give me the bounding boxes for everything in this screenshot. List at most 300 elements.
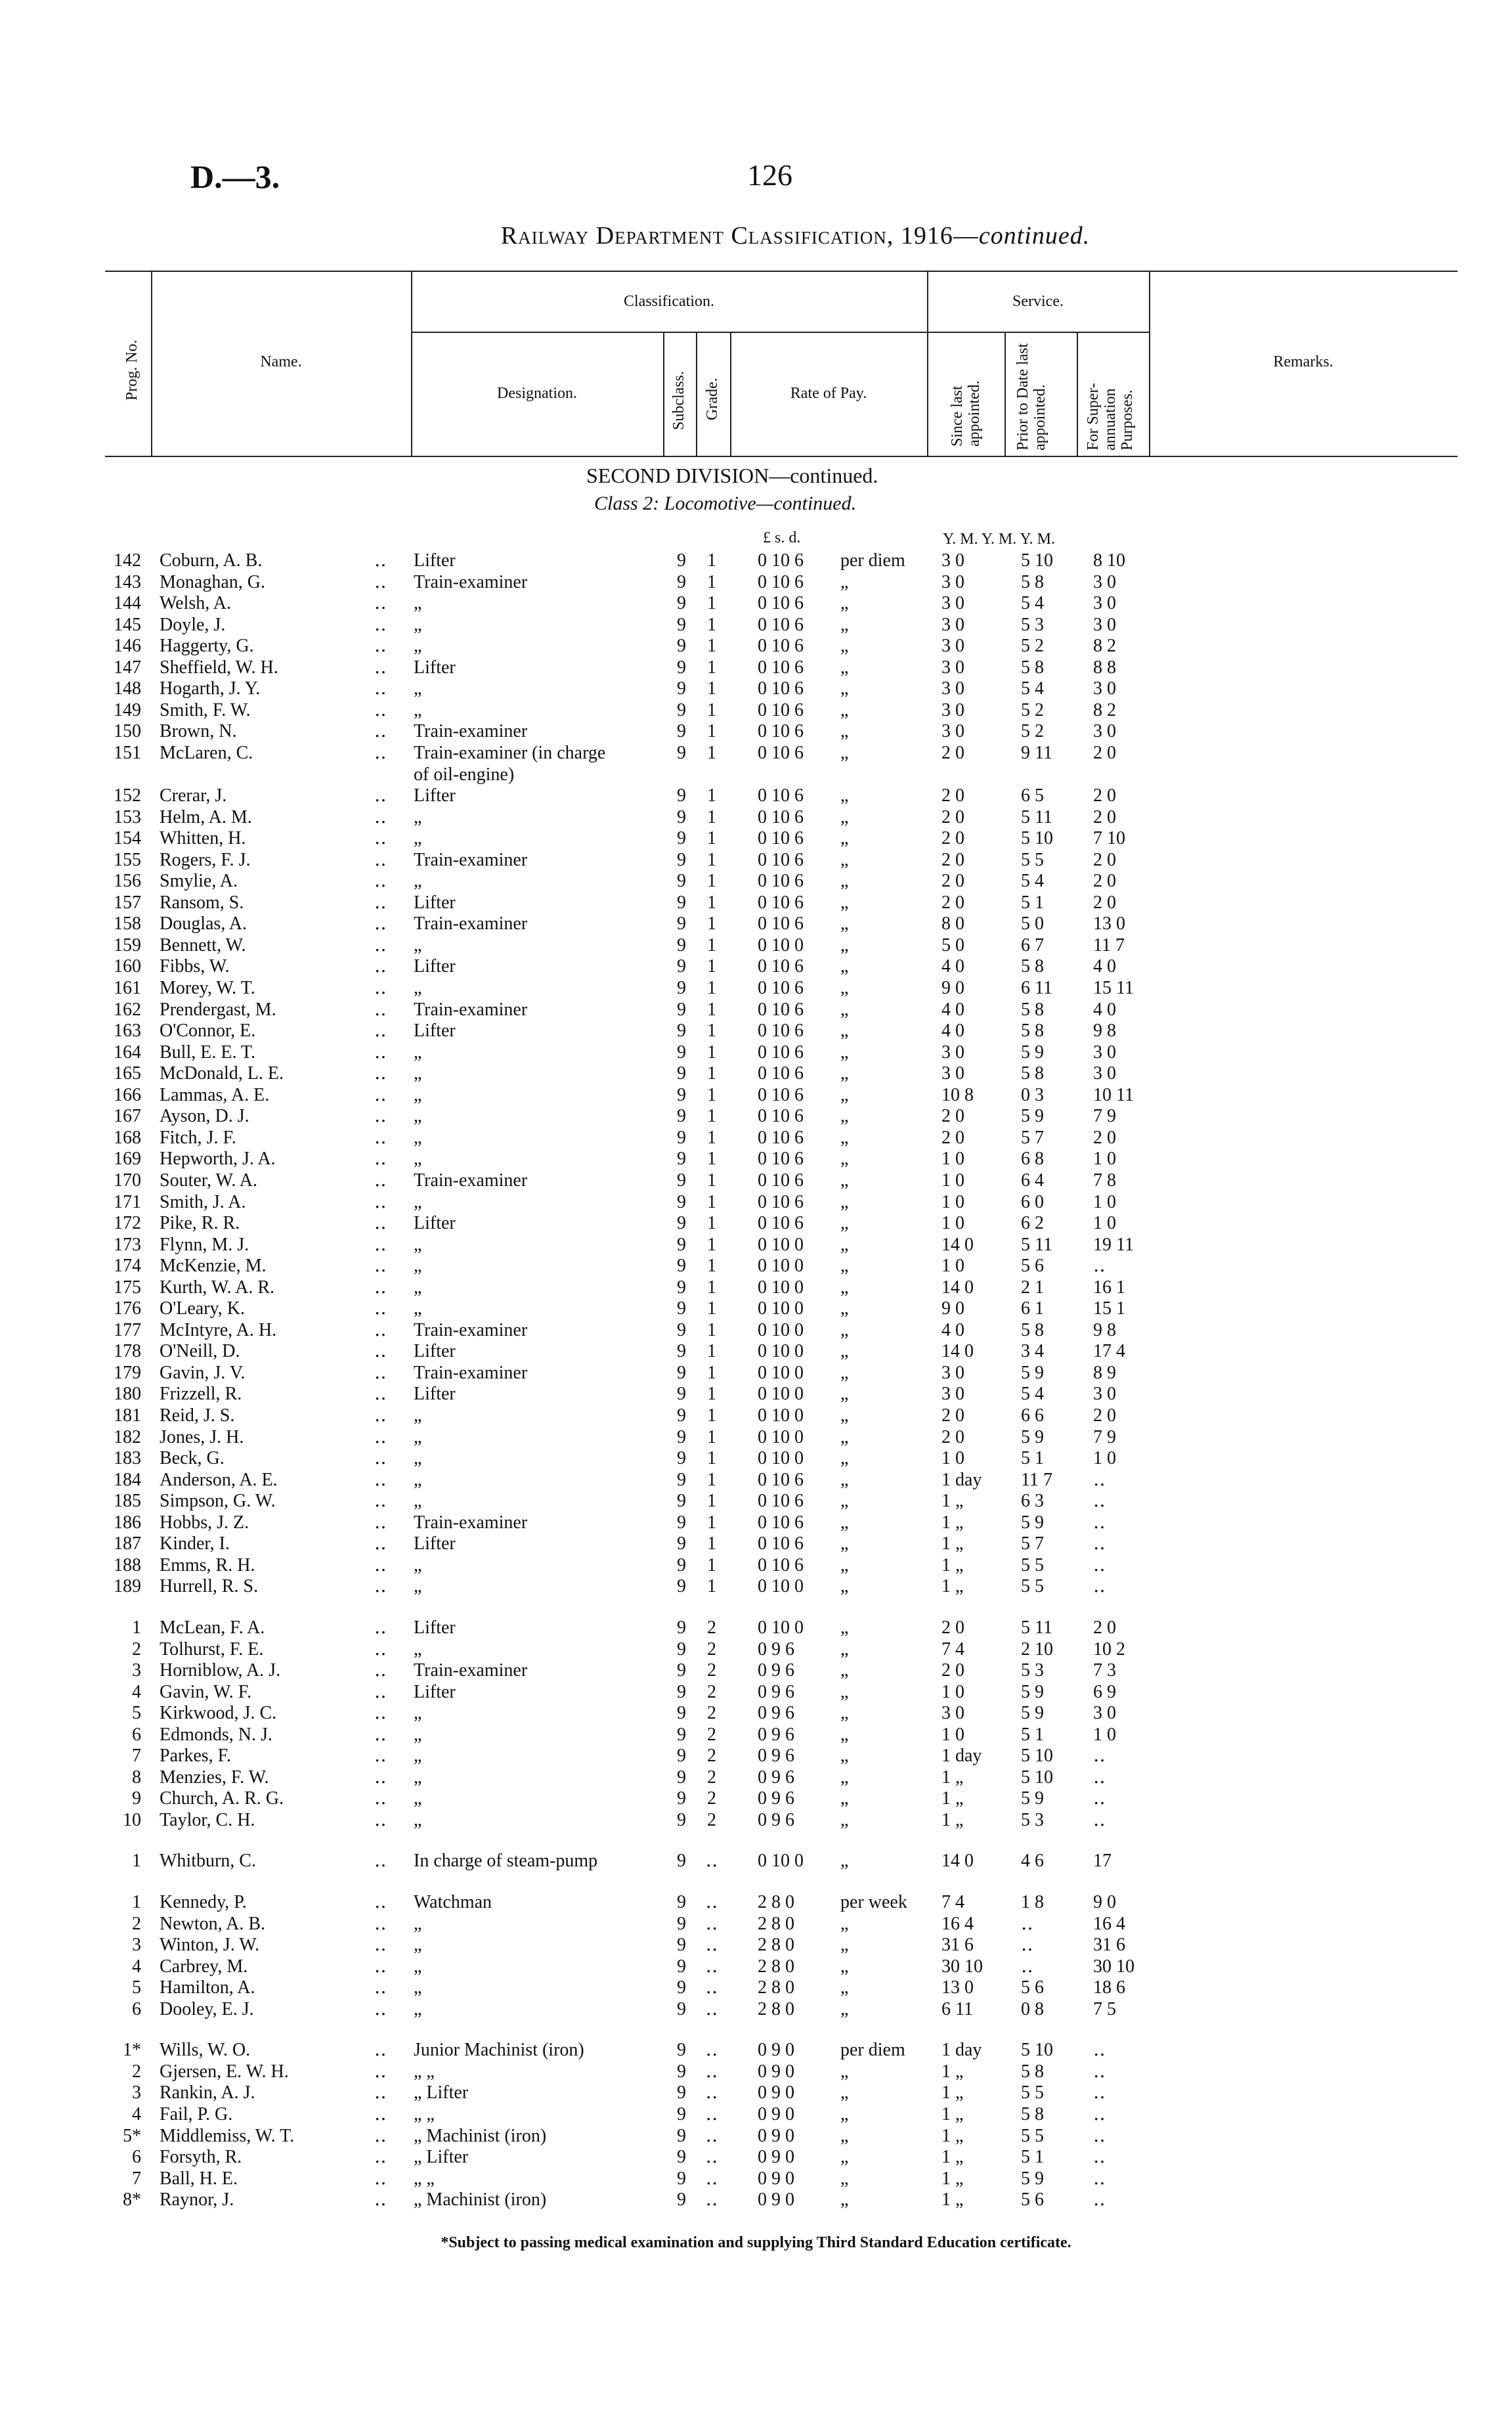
pay-cell: 0 10 6: [758, 636, 804, 657]
since-last-cell: 4 0: [941, 956, 964, 977]
pay-cell: 0 9 6: [758, 1724, 794, 1745]
prior-cell: 5 5: [1021, 2125, 1044, 2146]
leader-dots: ‥: [374, 1106, 387, 1127]
name-cell: Reid, J. S.: [160, 1405, 235, 1426]
since-last-cell: 1 „: [941, 1512, 964, 1533]
pay-cell: 0 10 6: [758, 721, 804, 742]
leader-dots: ‥: [374, 550, 387, 571]
table-row: [0, 871, 1512, 892]
pay-cell: 0 10 6: [758, 1127, 804, 1148]
prior-cell: 5 9: [1021, 1042, 1044, 1063]
designation-cell: Lifter: [414, 1617, 456, 1638]
prog-no-cell: 5: [132, 1977, 141, 1998]
prior-cell: 4 6: [1021, 1851, 1044, 1872]
since-last-cell: 2 0: [941, 892, 964, 913]
prog-no-cell: 170: [114, 1170, 141, 1191]
prog-no-cell: 162: [114, 999, 141, 1020]
table-row: [0, 850, 1512, 871]
prog-no-cell: 8*: [123, 2189, 141, 2211]
prior-cell: 5 10: [1021, 550, 1053, 571]
grade-cell: 1: [707, 742, 716, 763]
leader-dots: ‥: [374, 1042, 387, 1063]
name-cell: Emms, R. H.: [160, 1554, 255, 1575]
since-last-cell: 7 4: [941, 1639, 964, 1660]
pay-period-cell: „: [840, 1191, 849, 1212]
table-row: [0, 1363, 1512, 1384]
since-last-cell: 8 0: [941, 913, 964, 935]
name-cell: Carbrey, M.: [160, 1956, 248, 1977]
pay-cell: 0 10 6: [758, 593, 804, 614]
since-last-cell: 2 0: [941, 1127, 964, 1148]
grade-cell: 2: [707, 1681, 716, 1702]
prog-no-cell: 182: [114, 1426, 141, 1447]
pay-period-cell: „: [840, 2082, 849, 2103]
prior-cell: 5 4: [1021, 871, 1044, 892]
name-cell: Pike, R. R.: [160, 1213, 240, 1234]
name-cell: McLean, F. A.: [160, 1617, 265, 1638]
leader-dots: ‥: [374, 1384, 387, 1405]
since-last-cell: 2 0: [941, 806, 964, 827]
designation-cell: Train-examiner: [414, 849, 528, 870]
designation-cell: Lifter: [414, 1384, 456, 1405]
pay-cell: 0 10 6: [758, 1063, 804, 1084]
pay-period-cell: „: [840, 1956, 849, 1977]
pay-cell: 0 9 6: [758, 1681, 794, 1702]
superannuation-cell: 15 11: [1093, 978, 1134, 998]
table-row: [0, 1576, 1512, 1597]
superannuation-cell: ‥: [1093, 1746, 1106, 1767]
prior-cell: 6 11: [1021, 978, 1052, 998]
leader-dots: ‥: [374, 1617, 387, 1638]
leader-dots: ‥: [374, 1298, 387, 1319]
pay-cell: 2 8 0: [758, 1935, 794, 1956]
header-subclass: Subclass.: [670, 371, 687, 430]
name-cell: Flynn, M. J.: [160, 1234, 249, 1255]
leader-dots: ‥: [374, 1277, 387, 1298]
name-cell: Hepworth, J. A.: [160, 1149, 276, 1170]
name-cell: Ball, H. E.: [160, 2168, 238, 2189]
pay-cell: 2 8 0: [758, 1977, 794, 1998]
pay-period-cell: „: [840, 678, 849, 699]
table-row: [0, 1298, 1512, 1319]
table-row: [0, 1682, 1512, 1703]
prior-cell: 6 2: [1021, 1213, 1044, 1234]
prog-no-cell: 150: [114, 721, 141, 742]
since-last-cell: 1 „: [941, 2168, 964, 2189]
designation-cell: of oil-engine): [414, 764, 515, 785]
prior-cell: 5 8: [1021, 2103, 1044, 2124]
since-last-cell: 3 0: [941, 550, 964, 571]
grade-cell: 2: [707, 1767, 716, 1788]
designation-cell: „: [414, 1448, 422, 1469]
grade-cell: 1: [707, 913, 716, 935]
prog-no-cell: 1: [132, 1617, 141, 1638]
table-row: [0, 1427, 1512, 1448]
designation-cell: „: [414, 1576, 422, 1597]
prior-cell: 5 0: [1021, 913, 1044, 935]
subclass-cell: 9: [677, 1788, 686, 1809]
since-last-cell: 1 „: [941, 2189, 964, 2211]
prog-no-cell: 1: [132, 1892, 141, 1912]
table-row: [0, 956, 1512, 977]
pay-period-cell: „: [840, 1127, 849, 1148]
pay-period-cell: „: [840, 892, 849, 913]
subclass-cell: 9: [677, 1809, 686, 1830]
grade-cell: 1: [707, 1341, 716, 1362]
table-row: [0, 678, 1512, 699]
subclass-cell: 9: [677, 871, 686, 892]
pay-cell: 0 10 6: [758, 913, 804, 935]
designation-cell: Train-examiner: [414, 1512, 528, 1533]
designation-cell: Train-examiner: [414, 1362, 528, 1383]
pay-period-cell: „: [840, 1639, 849, 1660]
table-row: [0, 550, 1512, 571]
pay-cell: 0 10 6: [758, 550, 804, 571]
prog-no-cell: 156: [114, 871, 141, 892]
pay-cell: 0 10 6: [758, 1554, 804, 1575]
pay-cell: 0 10 0: [758, 1576, 804, 1597]
subclass-cell: 9: [677, 571, 686, 592]
designation-cell: „: [414, 1746, 422, 1767]
designation-cell: „: [414, 1042, 422, 1063]
superannuation-cell: ‥: [1093, 2189, 1106, 2211]
designation-cell: „: [414, 1256, 422, 1277]
leader-dots: ‥: [374, 892, 387, 913]
since-last-cell: 3 0: [941, 636, 964, 657]
prog-no-cell: 171: [114, 1191, 141, 1212]
pay-cell: 0 10 6: [758, 978, 804, 998]
superannuation-cell: 8 2: [1093, 636, 1116, 657]
grade-cell: 1: [707, 1319, 716, 1340]
superannuation-cell: ‥: [1093, 2040, 1106, 2061]
table-row: [0, 1703, 1512, 1724]
document-code: D.—3.: [190, 158, 280, 195]
designation-cell: „: [414, 1405, 422, 1426]
name-cell: Hogarth, J. Y.: [160, 678, 261, 699]
superannuation-cell: 15 1: [1093, 1298, 1125, 1319]
subclass-cell: 9: [677, 2189, 686, 2211]
prog-no-cell: 181: [114, 1405, 141, 1426]
header-service: Service.: [1012, 293, 1064, 310]
designation-cell: „: [414, 1191, 422, 1212]
name-cell: Gavin, J. V.: [160, 1362, 246, 1383]
pay-period-cell: „: [840, 1384, 849, 1405]
prog-no-cell: 189: [114, 1576, 141, 1597]
pay-period-cell: „: [840, 1341, 849, 1362]
since-last-cell: 1 0: [941, 1170, 964, 1191]
leader-dots: ‥: [374, 2061, 387, 2082]
designation-cell: „: [414, 1426, 422, 1447]
pay-cell: 0 10 6: [758, 1469, 804, 1490]
grade-cell: ‥: [705, 1998, 718, 2019]
designation-cell: „: [414, 935, 422, 956]
name-cell: Horniblow, A. J.: [160, 1660, 281, 1681]
pay-period-cell: „: [840, 1554, 849, 1575]
prior-cell: 0 8: [1021, 1998, 1044, 2019]
subclass-cell: 9: [677, 1277, 686, 1298]
designation-cell: „: [414, 1767, 422, 1788]
prog-no-cell: 152: [114, 785, 141, 806]
superannuation-cell: ‥: [1093, 1256, 1106, 1277]
prog-no-cell: 6: [132, 1724, 141, 1745]
superannuation-cell: ‥: [1093, 1512, 1106, 1533]
pay-period-cell: „: [840, 1809, 849, 1830]
table-row: [0, 785, 1512, 806]
superannuation-cell: 2 0: [1093, 1127, 1116, 1148]
designation-cell: „: [414, 636, 422, 657]
designation-cell: Lifter: [414, 892, 456, 913]
grade-cell: ‥: [705, 1977, 718, 1998]
table-row: [0, 1000, 1512, 1021]
leader-dots: ‥: [374, 1170, 387, 1191]
superannuation-cell: 7 5: [1093, 1998, 1116, 2019]
pay-cell: 0 10 0: [758, 1426, 804, 1447]
name-cell: O'Leary, K.: [160, 1298, 245, 1319]
superannuation-cell: 2 0: [1093, 806, 1116, 827]
pay-cell: 0 10 6: [758, 1213, 804, 1234]
since-last-cell: 2 0: [941, 828, 964, 849]
name-cell: McLaren, C.: [160, 742, 253, 763]
superannuation-cell: 1 0: [1093, 1191, 1116, 1212]
prior-cell: 5 10: [1021, 1746, 1053, 1767]
pay-period-cell: „: [840, 1021, 849, 1042]
superannuation-cell: ‥: [1093, 2147, 1106, 2168]
pay-cell: 0 10 0: [758, 1341, 804, 1362]
pay-cell: 2 8 0: [758, 1956, 794, 1977]
pay-period-cell: „: [840, 1724, 849, 1745]
since-last-cell: 1 „: [941, 1788, 964, 1809]
since-last-cell: 1 „: [941, 1491, 964, 1512]
header-superannuation: For Super-annuation Purposes.: [1085, 383, 1136, 451]
subclass-cell: 9: [677, 978, 686, 998]
table-row: [0, 2040, 1512, 2061]
prior-cell: 5 9: [1021, 1512, 1044, 1533]
subclass-cell: 9: [677, 1213, 686, 1234]
designation-cell: „: [414, 1913, 422, 1934]
subclass-cell: 9: [677, 2040, 686, 2061]
since-last-cell: 1 day: [941, 1746, 982, 1767]
header-prior-to-date: Prior to Date last appointed.: [1014, 343, 1048, 451]
pay-period-cell: „: [840, 1170, 849, 1191]
designation-cell: Lifter: [414, 1533, 456, 1554]
prior-cell: 5 6: [1021, 1977, 1044, 1998]
pay-cell: 0 10 6: [758, 1042, 804, 1063]
prior-cell: 3 4: [1021, 1341, 1044, 1362]
name-cell: Hurrell, R. S.: [160, 1576, 259, 1597]
grade-cell: 1: [707, 849, 716, 870]
table-row: [0, 1935, 1512, 1956]
since-last-cell: 1 0: [941, 1448, 964, 1469]
prog-no-cell: 143: [114, 571, 141, 592]
designation-cell: Train-examiner (in charge: [414, 742, 606, 763]
leader-dots: ‥: [374, 1533, 387, 1554]
superannuation-cell: 2 0: [1093, 849, 1116, 870]
pay-cell: 0 10 6: [758, 1191, 804, 1212]
subclass-cell: 9: [677, 935, 686, 956]
pay-cell: 0 9 6: [758, 1767, 794, 1788]
subclass-cell: 9: [677, 785, 686, 806]
subclass-cell: 9: [677, 2125, 686, 2146]
leader-dots: ‥: [374, 785, 387, 806]
pay-period-cell: „: [840, 999, 849, 1020]
pay-period-cell: „: [840, 1767, 849, 1788]
superannuation-cell: 19 11: [1093, 1234, 1134, 1255]
grade-cell: 1: [707, 935, 716, 956]
prior-cell: ‥: [1021, 1935, 1033, 1956]
prior-cell: 5 8: [1021, 1319, 1044, 1340]
pay-period-cell: „: [840, 1851, 849, 1872]
prior-cell: 5 1: [1021, 1724, 1044, 1745]
designation-cell: „ Lifter: [414, 2147, 469, 2168]
pay-period-cell: „: [840, 1256, 849, 1277]
leader-dots: ‥: [374, 657, 387, 678]
name-cell: Rogers, F. J.: [160, 849, 251, 870]
grade-cell: ‥: [705, 2125, 718, 2146]
designation-cell: „: [414, 1063, 422, 1084]
name-cell: Douglas, A.: [160, 913, 247, 935]
leader-dots: ‥: [374, 1191, 387, 1212]
subclass-cell: 9: [677, 636, 686, 657]
prior-cell: 5 9: [1021, 1362, 1044, 1383]
leader-dots: ‥: [374, 2103, 387, 2124]
prior-cell: 5 9: [1021, 1703, 1044, 1724]
designation-cell: „ Machinist (iron): [414, 2125, 547, 2146]
table-row: [0, 1320, 1512, 1341]
since-last-cell: 2 0: [941, 1617, 964, 1638]
title-continued: continued.: [978, 222, 1091, 250]
prog-no-cell: 180: [114, 1384, 141, 1405]
subclass-cell: 9: [677, 1767, 686, 1788]
grade-cell: 1: [707, 1256, 716, 1277]
pay-cell: 0 10 6: [758, 1491, 804, 1512]
class-heading: Class 2: Locomotive—continued.: [594, 493, 857, 514]
designation-cell: „: [414, 1127, 422, 1148]
pay-period-cell: „: [840, 1788, 849, 1809]
name-cell: Forsyth, R.: [160, 2147, 242, 2168]
since-last-cell: 3 0: [941, 593, 964, 614]
prog-no-cell: 1: [132, 1851, 141, 1872]
name-cell: Haggerty, G.: [160, 636, 254, 657]
superannuation-cell: 1 0: [1093, 1724, 1116, 1745]
designation-cell: Lifter: [414, 1021, 456, 1042]
grade-cell: 1: [707, 1021, 716, 1042]
table-row: [0, 1512, 1512, 1533]
name-cell: Doyle, J.: [160, 614, 226, 635]
prog-no-cell: 6: [132, 1998, 141, 2019]
prog-no-cell: 187: [114, 1533, 141, 1554]
designation-cell: „: [414, 1724, 422, 1745]
designation-cell: „: [414, 1977, 422, 1998]
superannuation-cell: 8 8: [1093, 657, 1116, 678]
prior-cell: 5 9: [1021, 1681, 1044, 1702]
subclass-cell: 9: [677, 2061, 686, 2082]
since-last-cell: 2 0: [941, 871, 964, 892]
table-row: [0, 572, 1512, 593]
table-row: [0, 2189, 1512, 2211]
superannuation-cell: ‥: [1093, 1788, 1106, 1809]
subclass-cell: 9: [677, 657, 686, 678]
subclass-cell: 9: [677, 550, 686, 571]
grade-cell: 1: [707, 1149, 716, 1170]
superannuation-cell: ‥: [1093, 1576, 1106, 1597]
prior-cell: 5 11: [1021, 1617, 1052, 1638]
subclass-cell: 9: [677, 1084, 686, 1105]
leader-dots: ‥: [374, 1362, 387, 1383]
designation-cell: Train-examiner: [414, 721, 528, 742]
pay-cell: 0 10 0: [758, 1448, 804, 1469]
header-classification: Classification.: [624, 293, 714, 310]
leader-dots: ‥: [374, 1021, 387, 1042]
since-last-cell: 3 0: [941, 699, 964, 720]
division-heading: SECOND DIVISION—continued.: [586, 464, 878, 487]
name-cell: O'Connor, E.: [160, 1021, 256, 1042]
pay-cell: 0 10 0: [758, 1617, 804, 1638]
prior-cell: 6 3: [1021, 1491, 1044, 1512]
grade-cell: 2: [707, 1639, 716, 1660]
grade-cell: ‥: [705, 1851, 718, 1872]
subclass-cell: 9: [677, 1851, 686, 1872]
name-cell: Rankin, A. J.: [160, 2082, 255, 2103]
prior-cell: 2 10: [1021, 1639, 1053, 1660]
prior-cell: 5 6: [1021, 2189, 1044, 2211]
leader-dots: ‥: [374, 978, 387, 998]
grade-cell: 2: [707, 1660, 716, 1681]
superannuation-cell: 1 0: [1093, 1448, 1116, 1469]
designation-cell: „: [414, 678, 422, 699]
since-last-cell: 9 0: [941, 978, 964, 998]
designation-cell: „: [414, 1554, 422, 1575]
pay-cell: 0 10 0: [758, 1362, 804, 1383]
subclass-cell: 9: [677, 1892, 686, 1912]
prog-no-cell: 1*: [123, 2040, 141, 2061]
pay-period-cell: „: [840, 913, 849, 935]
prog-no-cell: 4: [132, 1681, 141, 1702]
subclass-cell: 9: [677, 806, 686, 827]
pay-period-cell: „: [840, 1084, 849, 1105]
subclass-cell: 9: [677, 1042, 686, 1063]
grade-cell: ‥: [705, 2189, 718, 2211]
subclass-cell: 9: [677, 593, 686, 614]
leader-dots: ‥: [374, 1788, 387, 1809]
designation-cell: „: [414, 828, 422, 849]
designation-cell: Lifter: [414, 785, 456, 806]
name-cell: Church, A. R. G.: [160, 1788, 284, 1809]
superannuation-cell: ‥: [1093, 1554, 1106, 1575]
leader-dots: ‥: [374, 828, 387, 849]
prog-no-cell: 5: [132, 1703, 141, 1724]
leader-dots: ‥: [374, 999, 387, 1020]
pay-cell: 0 10 6: [758, 785, 804, 806]
name-cell: Smith, J. A.: [160, 1191, 246, 1212]
pay-period-cell: „: [840, 1405, 849, 1426]
superannuation-cell: ‥: [1093, 1469, 1106, 1490]
designation-cell: „: [414, 593, 422, 614]
prior-cell: 5 3: [1021, 1809, 1044, 1830]
name-cell: Morey, W. T.: [160, 978, 255, 998]
designation-cell: Lifter: [414, 550, 456, 571]
designation-cell: „: [414, 1469, 422, 1490]
prog-no-cell: 160: [114, 956, 141, 977]
name-cell: Smith, F. W.: [160, 699, 251, 720]
pay-period-cell: „: [840, 1149, 849, 1170]
pay-cell: 0 9 6: [758, 1703, 794, 1724]
prog-no-cell: 2: [132, 1639, 141, 1660]
name-cell: O'Neill, D.: [160, 1341, 240, 1362]
pay-period-cell: „: [840, 785, 849, 806]
since-last-cell: 3 0: [941, 1042, 964, 1063]
since-last-cell: 4 0: [941, 1021, 964, 1042]
superannuation-cell: 2 0: [1093, 785, 1116, 806]
